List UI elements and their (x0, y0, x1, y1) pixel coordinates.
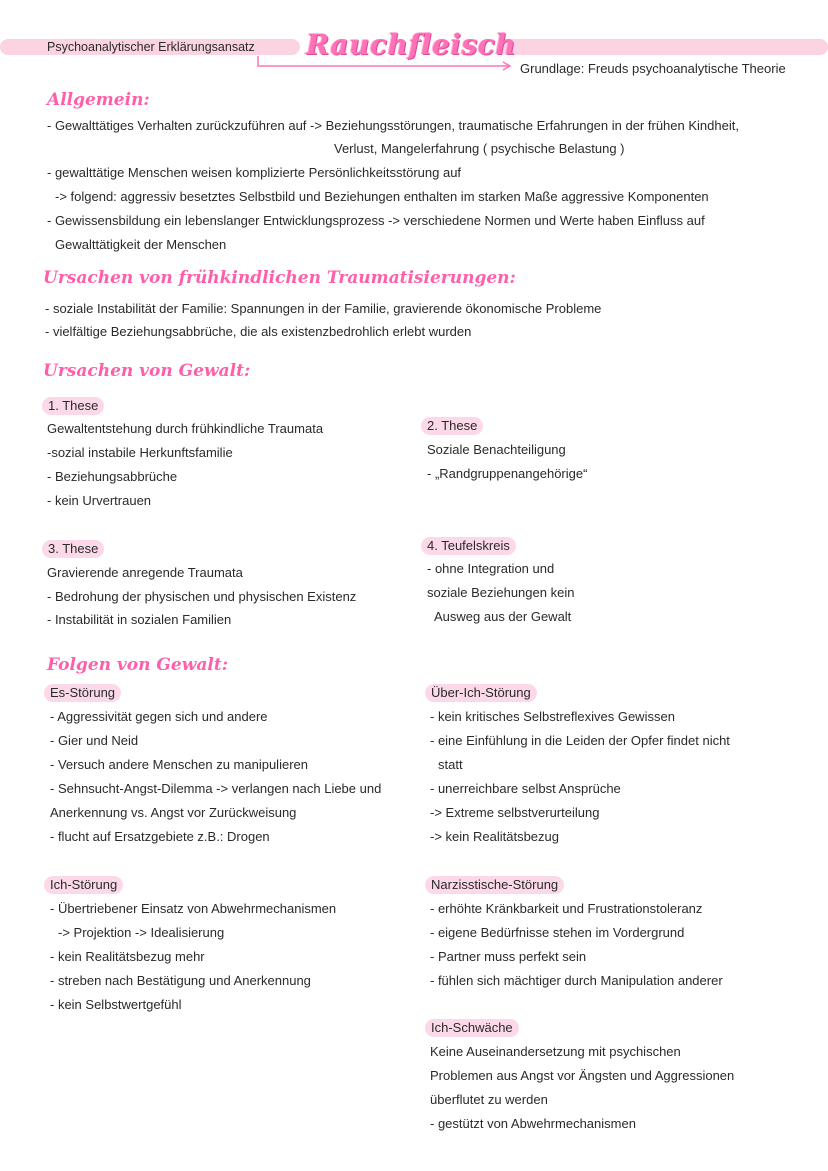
text-line: - Aggressivität gegen sich und andere (50, 709, 268, 724)
text-line: - unerreichbare selbst Ansprüche (430, 781, 621, 796)
text-line: - Gewissensbildung ein lebenslanger Entwicklungsprozess -> verschiedene Normen und Werte haben Einfluss auf (47, 213, 705, 228)
text-line: - eine Einfühlung in die Leiden der Opfer findet nicht (430, 733, 730, 748)
text-line: Gewaltentstehung durch frühkindliche Traumata (47, 421, 324, 436)
text-line: - kein Realitätsbezug mehr (50, 949, 205, 964)
text-line: Gewalttätigkeit der Menschen (55, 237, 227, 252)
section-title-folgen: Folgen von Gewalt: (47, 655, 228, 675)
header-basis-text: Grundlage: Freuds psychoanalytische Theorie (520, 61, 786, 76)
text-line: - erhöhte Kränkbarkeit und Frustrationstoleranz (430, 901, 703, 916)
text-line: - Sehnsucht-Angst-Dilemma -> verlangen nach Liebe und (50, 781, 382, 796)
text-line: - Bedrohung der physischen und physischen Existenz (47, 589, 357, 604)
text-line: soziale Beziehungen kein (427, 585, 575, 600)
ich-stoerung-label: Ich-Störung (44, 876, 123, 894)
page-title: Rauchfleisch (306, 28, 517, 61)
text-line: - ohne Integration und (427, 561, 555, 576)
text-line: Verlust, Mangelerfahrung ( psychische Belastung ) (334, 141, 625, 156)
ueber-ich-stoerung-label: Über-Ich-Störung (425, 684, 537, 702)
header-left-text: Psychoanalytischer Erklärungsansatz (47, 40, 255, 54)
narzisstische-stoerung-label: Narzisstische-Störung (425, 876, 564, 894)
text-line: -> Projektion -> Idealisierung (58, 925, 225, 940)
text-line: - Partner muss perfekt sein (430, 949, 587, 964)
section-title-traumata: Ursachen von frühkindlichen Traumatisierungen: (43, 268, 516, 288)
text-line: Soziale Benachteiligung (427, 442, 566, 457)
these2-label: 2. These (421, 417, 483, 435)
text-line: - Gewalttätiges Verhalten zurückzuführen auf -> Beziehungsstörungen, traumatische Erfahrungen in der frühen Kindheit, (47, 118, 739, 133)
text-line: - fühlen sich mächtiger durch Manipulation anderer (430, 973, 723, 988)
text-line: - Versuch andere Menschen zu manipulieren (50, 757, 308, 772)
text-line: -> kein Realitätsbezug (430, 829, 559, 844)
es-stoerung-label: Es-Störung (44, 684, 121, 702)
text-line: statt (438, 757, 463, 772)
section-title-allgemein: Allgemein: (47, 90, 150, 110)
these3-label: 3. These (42, 540, 104, 558)
text-line: - soziale Instabilität der Familie: Spannungen in der Familie, gravierende ökonomische Probleme (45, 301, 602, 316)
text-line: - streben nach Bestätigung und Anerkennung (50, 973, 311, 988)
text-line: Ausweg aus der Gewalt (434, 609, 572, 624)
header-band-right (498, 39, 828, 55)
text-line: - kein Urvertrauen (47, 493, 152, 508)
text-line: Keine Auseinandersetzung mit psychischen (430, 1044, 681, 1059)
text-line: -sozial instabile Herkunftsfamilie (47, 445, 233, 460)
text-line: - Gier und Neid (50, 733, 139, 748)
text-line: - eigene Bedürfnisse stehen im Vordergrund (430, 925, 685, 940)
text-line: Problemen aus Angst vor Ängsten und Aggressionen (430, 1068, 735, 1083)
text-line: - flucht auf Ersatzgebiete z.B.: Drogen (50, 829, 270, 844)
text-line: -> Extreme selbstverurteilung (430, 805, 600, 820)
arrow-icon (257, 54, 515, 74)
text-line: - „Randgruppenangehörige“ (427, 466, 588, 481)
these1-label: 1. These (42, 397, 104, 415)
text-line: - vielfältige Beziehungsabbrüche, die als existenzbedrohlich erlebt wurden (45, 324, 472, 339)
ich-schwaeche-label: Ich-Schwäche (425, 1019, 519, 1037)
text-line: - gewalttätige Menschen weisen komplizierte Persönlichkeitsstörung auf (47, 165, 462, 180)
text-line: - Beziehungsabbrüche (47, 469, 178, 484)
text-line: - kein kritisches Selbstreflexives Gewissen (430, 709, 675, 724)
text-line: überflutet zu werden (430, 1092, 548, 1107)
text-line: Gravierende anregende Traumata (47, 565, 243, 580)
text-line: - Instabilität in sozialen Familien (47, 612, 232, 627)
text-line: - Übertriebener Einsatz von Abwehrmechanismen (50, 901, 337, 916)
section-title-ursachen: Ursachen von Gewalt: (43, 361, 251, 381)
text-line: Anerkennung vs. Angst vor Zurückweisung (50, 805, 297, 820)
text-line: - gestützt von Abwehrmechanismen (430, 1116, 636, 1131)
teufelskreis-label: 4. Teufelskreis (421, 537, 516, 555)
text-line: -> folgend: aggressiv besetztes Selbstbild und Beziehungen enthalten im starken Maße aggressive Komponenten (55, 189, 709, 204)
text-line: - kein Selbstwertgefühl (50, 997, 182, 1012)
